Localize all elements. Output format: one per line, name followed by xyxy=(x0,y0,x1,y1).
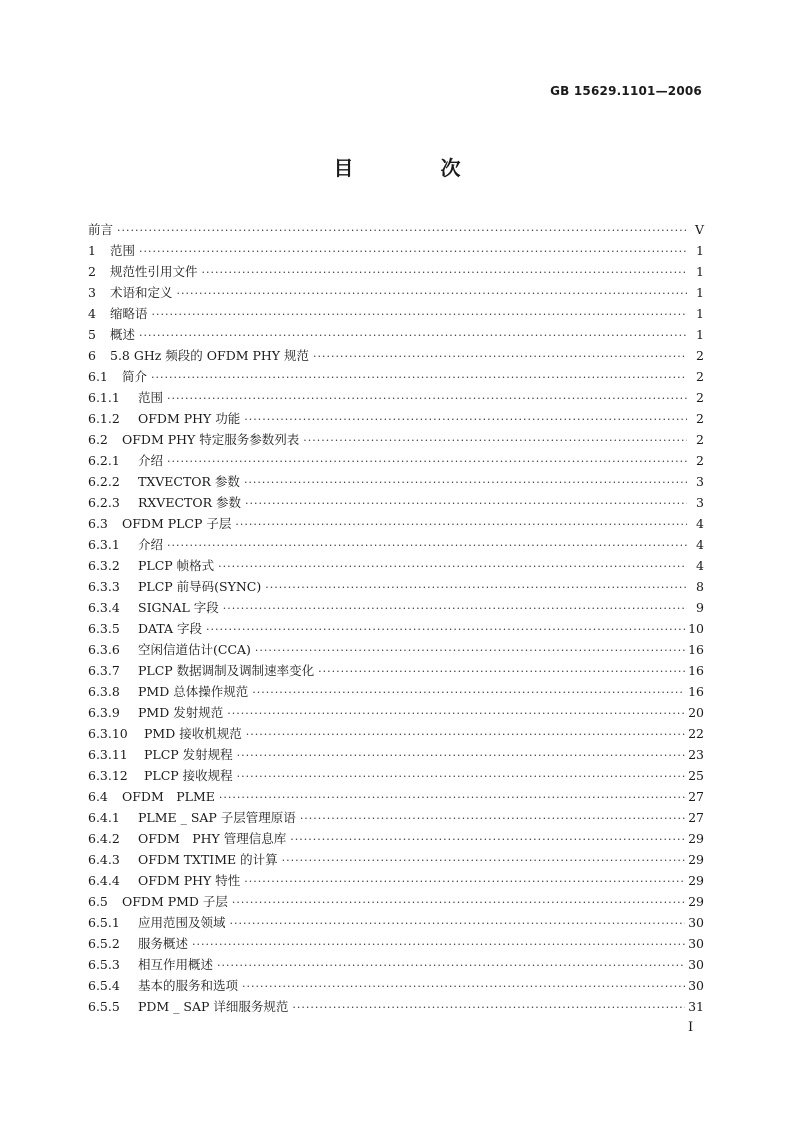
toc-entry[interactable] xyxy=(88,702,704,723)
toc-entry-page: 10 xyxy=(688,621,704,636)
toc-entry[interactable] xyxy=(88,744,704,765)
toc-leader-dots xyxy=(255,640,685,661)
toc-entry[interactable] xyxy=(88,492,704,513)
toc-entry-page: 8 xyxy=(696,579,704,594)
toc-entry[interactable] xyxy=(88,345,704,366)
toc-entry-number: 6.5.4 xyxy=(88,978,120,993)
toc-leader-dots xyxy=(177,283,687,304)
toc-leader-dots xyxy=(167,451,687,472)
toc-entry[interactable] xyxy=(88,723,704,744)
toc-entry-page: 30 xyxy=(688,915,704,930)
toc-entry-page: 2 xyxy=(696,369,704,384)
toc-entry-label: 服务概述 xyxy=(138,936,189,951)
toc-entry-page: 23 xyxy=(688,747,704,762)
toc-entry-label: OFDM PLCP 子层 xyxy=(122,516,232,531)
toc-entry[interactable] xyxy=(88,954,704,975)
toc-leader-dots xyxy=(282,850,685,871)
toc-entry[interactable] xyxy=(88,891,704,912)
toc-entry-page: 29 xyxy=(688,894,704,909)
toc-entry-label: 规范性引用文件 xyxy=(110,264,198,279)
toc-entry-label: PLCP 接收规程 xyxy=(144,768,233,783)
toc-entry-page: 29 xyxy=(688,873,704,888)
toc-entry-page: 1 xyxy=(696,243,704,258)
toc-entry-label: 介绍 xyxy=(138,537,164,552)
toc-entry-label: 5.8 GHz 频段的 OFDM PHY 规范 xyxy=(110,348,310,363)
page-title: 目 次 xyxy=(333,156,501,180)
toc-leader-dots xyxy=(218,556,687,577)
toc-entry-number: 6.3.11 xyxy=(88,747,128,762)
toc-entry-label: 简介 xyxy=(122,369,148,384)
toc-entry-number: 6.2.3 xyxy=(88,495,120,510)
toc-leader-dots xyxy=(292,997,685,1018)
toc-entry-page: 1 xyxy=(696,306,704,321)
toc-entry-label: 基本的服务和选项 xyxy=(138,978,239,993)
toc-entry-label: TXVECTOR 参数 xyxy=(138,474,240,489)
toc-entry-page: 16 xyxy=(688,684,704,699)
toc-leader-dots xyxy=(230,913,686,934)
toc-entry[interactable] xyxy=(88,534,704,555)
toc-entry-number: 6.3.1 xyxy=(88,537,120,552)
toc-leader-dots xyxy=(117,220,687,241)
toc-entry[interactable] xyxy=(88,429,704,450)
toc-entry-number: 6.2 xyxy=(88,432,108,447)
toc-entry-page: 20 xyxy=(688,705,704,720)
toc-entry-label: PLCP 帧格式 xyxy=(138,558,215,573)
toc-entry-number: 6.4 xyxy=(88,789,108,804)
toc-entry[interactable] xyxy=(88,471,704,492)
toc-leader-dots xyxy=(245,493,687,514)
toc-entry-number: 4 xyxy=(88,306,96,321)
toc-entry[interactable] xyxy=(88,870,704,891)
toc-entry[interactable] xyxy=(88,765,704,786)
toc-leader-dots xyxy=(303,430,687,451)
toc-entry-page: 9 xyxy=(696,600,704,615)
toc-leader-dots xyxy=(151,367,687,388)
toc-entry-page: 3 xyxy=(696,495,704,510)
toc-entry-number: 6.1.2 xyxy=(88,411,120,426)
toc-entry-label: OFDM PHY 功能 xyxy=(138,411,241,426)
toc-entry-label: OFDM PMD 子层 xyxy=(122,894,228,909)
toc-entry-number: 6.3.2 xyxy=(88,558,120,573)
toc-leader-dots xyxy=(265,577,687,598)
toc-entry-page: 1 xyxy=(696,285,704,300)
toc-entry-label: PMD 发射规范 xyxy=(138,705,224,720)
page-number: I xyxy=(688,1020,694,1035)
toc-entry[interactable] xyxy=(88,261,704,282)
toc-entry-label: PDM _ SAP 详细服务规范 xyxy=(138,999,289,1014)
toc-entry-page: 2 xyxy=(696,390,704,405)
toc-entry-number: 6.2.2 xyxy=(88,474,120,489)
toc-leader-dots xyxy=(167,388,687,409)
toc-entry[interactable] xyxy=(88,786,704,807)
toc-entry[interactable] xyxy=(88,408,704,429)
toc-leader-dots xyxy=(232,892,685,913)
toc-leader-dots xyxy=(244,472,687,493)
toc-entry-number: 6 xyxy=(88,348,96,363)
toc-leader-dots xyxy=(290,829,685,850)
toc-entry-page: 22 xyxy=(688,726,704,741)
toc-leader-dots xyxy=(237,766,685,787)
toc-entry-label: OFDM TXTIME 的计算 xyxy=(138,852,278,867)
toc-leader-dots xyxy=(192,934,685,955)
toc-entry[interactable] xyxy=(88,387,704,408)
toc-entry[interactable] xyxy=(88,975,704,996)
toc-entry-label: 应用范围及领域 xyxy=(138,915,226,930)
toc-entry-number: 6.5 xyxy=(88,894,108,909)
toc-leader-dots xyxy=(300,808,685,829)
toc-entry-number: 6.1.1 xyxy=(88,390,120,405)
toc-leader-dots xyxy=(313,346,687,367)
toc-leader-dots xyxy=(206,619,685,640)
toc-entry-page: 16 xyxy=(688,663,704,678)
toc-entry-page: 30 xyxy=(688,957,704,972)
toc-entry-number: 6.5.3 xyxy=(88,957,120,972)
toc-entry-page: 27 xyxy=(688,789,704,804)
toc-entry[interactable] xyxy=(88,513,704,534)
toc-entry-number: 6.5.1 xyxy=(88,915,120,930)
toc-entry-label: 范围 xyxy=(110,243,136,258)
toc-leader-dots xyxy=(139,241,687,262)
toc-entry-page: 31 xyxy=(688,999,704,1014)
toc-entry[interactable] xyxy=(88,240,704,261)
toc-entry[interactable] xyxy=(88,849,704,870)
toc-leader-dots xyxy=(318,661,685,682)
toc-leader-dots xyxy=(244,409,687,430)
toc-entry-label: OFDM PHY 特定服务参数列表 xyxy=(122,432,300,447)
toc-entry-number: 6.3.8 xyxy=(88,684,120,699)
toc-entry[interactable] xyxy=(88,219,704,240)
toc-entry-page: 2 xyxy=(696,348,704,363)
toc-entry[interactable] xyxy=(88,597,704,618)
toc-entry-page: 1 xyxy=(696,264,704,279)
toc-leader-dots xyxy=(227,703,685,724)
toc-leader-dots xyxy=(139,325,687,346)
toc-entry[interactable] xyxy=(88,996,704,1017)
toc-entry[interactable] xyxy=(88,576,704,597)
toc-entry[interactable] xyxy=(88,681,704,702)
toc-entry[interactable] xyxy=(88,366,704,387)
toc-entry-page: 4 xyxy=(696,558,704,573)
toc-leader-dots xyxy=(167,535,687,556)
toc-entry-label: 空闲信道估计(CCA) xyxy=(138,642,251,657)
toc-entry-number: 6.4.1 xyxy=(88,810,120,825)
toc-entry-number: 6.4.2 xyxy=(88,831,120,846)
toc-leader-dots xyxy=(244,871,685,892)
toc-leader-dots xyxy=(235,514,687,535)
toc-entry-number: 5 xyxy=(88,327,96,342)
toc-entry-label: 概述 xyxy=(110,327,136,342)
toc-leader-dots xyxy=(152,304,687,325)
toc-leader-dots xyxy=(252,682,685,703)
toc-entry-number: 3 xyxy=(88,285,96,300)
toc-entry-page: V xyxy=(694,222,704,237)
toc-entry-label: RXVECTOR 参数 xyxy=(138,495,241,510)
toc-entry-page: 4 xyxy=(696,537,704,552)
toc-entry-number: 6.4.3 xyxy=(88,852,120,867)
toc-entry-number: 6.3.6 xyxy=(88,642,120,657)
toc-entry-label: PLME _ SAP 子层管理原语 xyxy=(138,810,296,825)
toc-entry-label: 前言 xyxy=(88,222,114,237)
toc-entry-number: 6.5.5 xyxy=(88,999,120,1014)
toc-entry-number: 6.2.1 xyxy=(88,453,120,468)
toc-entry[interactable] xyxy=(88,618,704,639)
toc-entry-page: 29 xyxy=(688,852,704,867)
toc-entry-page: 30 xyxy=(688,936,704,951)
toc-leader-dots xyxy=(219,787,685,808)
toc-entry-page: 4 xyxy=(696,516,704,531)
toc-entry[interactable] xyxy=(88,324,704,345)
toc-entry-page: 1 xyxy=(696,327,704,342)
toc-entry-number: 6.4.4 xyxy=(88,873,120,888)
toc-entry-label: PMD 总体操作规范 xyxy=(138,684,249,699)
toc-entry[interactable] xyxy=(88,303,704,324)
toc-entry-label: 术语和定义 xyxy=(110,285,173,300)
toc-entry-label: SIGNAL 字段 xyxy=(138,600,219,615)
toc-entry-number: 6.3.7 xyxy=(88,663,120,678)
toc-entry-page: 29 xyxy=(688,831,704,846)
toc-entry-number: 6.1 xyxy=(88,369,108,384)
toc-entry-page: 3 xyxy=(696,474,704,489)
toc-entry-label: PLCP 前导码(SYNC) xyxy=(138,579,262,594)
toc-entry-number: 6.3.5 xyxy=(88,621,120,636)
toc-entry[interactable] xyxy=(88,639,704,660)
toc-entry-page: 25 xyxy=(688,768,704,783)
toc-entry-page: 27 xyxy=(688,810,704,825)
toc-entry-label: PLCP 发射规程 xyxy=(144,747,233,762)
toc-entry[interactable] xyxy=(88,555,704,576)
toc-leader-dots xyxy=(202,262,687,283)
toc-entry[interactable] xyxy=(88,912,704,933)
toc-entry-label: 介绍 xyxy=(138,453,164,468)
toc-entry-label: PMD 接收机规范 xyxy=(144,726,242,741)
toc-entry-label: OFDM PLME xyxy=(122,789,215,804)
toc-entry-number: 6.3.3 xyxy=(88,579,120,594)
toc-entry[interactable] xyxy=(88,660,704,681)
toc-entry-page: 30 xyxy=(688,978,704,993)
toc-entry-label: DATA 字段 xyxy=(138,621,203,636)
toc-entry[interactable] xyxy=(88,450,704,471)
toc-entry-label: OFDM PHY 特性 xyxy=(138,873,241,888)
table-of-contents xyxy=(88,219,704,1017)
toc-entry-page: 16 xyxy=(688,642,704,657)
toc-leader-dots xyxy=(242,976,685,997)
toc-entry-label: PLCP 数据调制及调制速率变化 xyxy=(138,663,315,678)
toc-leader-dots xyxy=(223,598,687,619)
toc-entry-page: 2 xyxy=(696,453,704,468)
standard-code: GB 15629.1101—2006 xyxy=(550,84,702,98)
toc-entry-number: 1 xyxy=(88,243,96,258)
toc-entry-page: 2 xyxy=(696,411,704,426)
toc-entry-label: 相互作用概述 xyxy=(138,957,214,972)
toc-entry[interactable] xyxy=(88,828,704,849)
toc-leader-dots xyxy=(246,724,685,745)
toc-entry-number: 6.3.10 xyxy=(88,726,128,741)
toc-entry-number: 6.3 xyxy=(88,516,108,531)
toc-entry[interactable] xyxy=(88,807,704,828)
toc-entry-label: 缩略语 xyxy=(110,306,148,321)
toc-entry-number: 2 xyxy=(88,264,96,279)
toc-entry-label: 范围 xyxy=(138,390,164,405)
toc-entry-label: OFDM PHY 管理信息库 xyxy=(138,831,287,846)
toc-entry-page: 2 xyxy=(696,432,704,447)
toc-entry[interactable] xyxy=(88,282,704,303)
toc-entry-number: 6.3.9 xyxy=(88,705,120,720)
toc-leader-dots xyxy=(217,955,685,976)
toc-entry-number: 6.5.2 xyxy=(88,936,120,951)
toc-entry[interactable] xyxy=(88,933,704,954)
toc-entry-number: 6.3.4 xyxy=(88,600,120,615)
toc-entry-number: 6.3.12 xyxy=(88,768,128,783)
toc-leader-dots xyxy=(237,745,685,766)
